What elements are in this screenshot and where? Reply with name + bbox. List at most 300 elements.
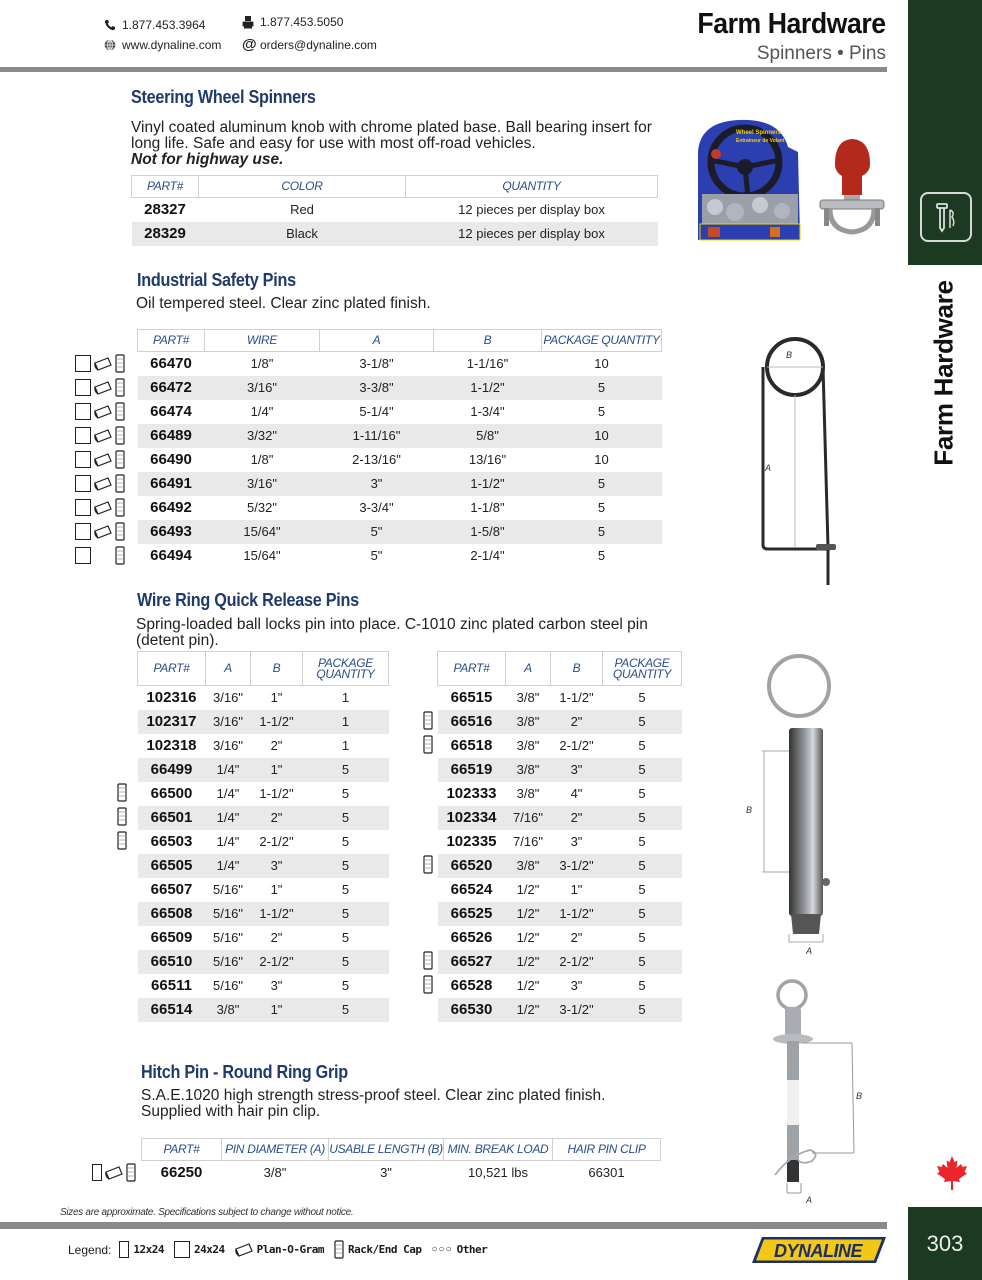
qty-value: 5 xyxy=(603,902,682,926)
b-value: 3" xyxy=(551,758,603,782)
a-value: 3/8" xyxy=(506,758,551,782)
quick-release-table-left xyxy=(137,651,389,1022)
b-value: 1" xyxy=(251,998,303,1022)
b-value: 1-1/2" xyxy=(251,710,303,734)
color-value: Black xyxy=(199,222,406,246)
table-row xyxy=(438,854,682,878)
qty-value: 5 xyxy=(303,806,389,830)
box-text-fr: Entraineur de Volant xyxy=(736,138,785,144)
plan-o-gram-icon xyxy=(94,453,112,467)
wire-value: 1/8" xyxy=(250,356,274,372)
a-value: 3/16" xyxy=(213,690,243,706)
qty-value: 5 xyxy=(603,854,682,878)
website-contact[interactable] xyxy=(104,38,221,52)
wire-value: 3/16" xyxy=(205,376,320,400)
plan-o-gram-icon xyxy=(94,525,112,539)
a-value: 5-1/4" xyxy=(359,404,394,419)
b-value: 3" xyxy=(570,834,583,849)
a-value: 1/2" xyxy=(516,882,540,897)
merch-icon-group xyxy=(423,711,433,730)
merch-icon-group xyxy=(75,522,125,541)
b-value: 1" xyxy=(270,690,283,706)
col-part: PART# xyxy=(132,176,199,198)
plan-o-gram-icon xyxy=(94,501,112,515)
phone-number: 1.877.453.3964 xyxy=(122,18,206,32)
quantity-value: 12 pieces per display box xyxy=(406,222,658,246)
page-number: 303 xyxy=(908,1207,982,1280)
24x24-icon xyxy=(75,451,91,468)
qty-value: 5 xyxy=(603,758,682,782)
table-row xyxy=(438,734,682,758)
clip-value: 66301 xyxy=(588,1165,625,1181)
a-value: 3-3/8" xyxy=(320,376,434,400)
table-row xyxy=(132,198,658,222)
b-value: 3" xyxy=(570,978,583,993)
col-pin-diameter: PIN DIAMETER (A) xyxy=(222,1139,329,1161)
qty-value: 5 xyxy=(341,834,350,849)
qty-value: 5 xyxy=(341,882,350,897)
website-link[interactable]: www.dynaline.com xyxy=(122,38,222,52)
legend-plan-o-gram: Plan-O-Gram xyxy=(256,1243,324,1256)
table-row xyxy=(138,806,389,830)
b-value: 13/16" xyxy=(468,452,507,467)
rack-end-cap-icon xyxy=(115,378,125,397)
a-value: 5" xyxy=(320,520,434,544)
qty-value: 5 xyxy=(638,882,646,897)
table-row xyxy=(438,686,682,710)
diagram-label-a: A xyxy=(806,946,813,956)
a-value: 1/2" xyxy=(506,902,551,926)
a-value: 1/4" xyxy=(216,834,240,849)
table-row xyxy=(138,854,389,878)
b-value: 1-1/16" xyxy=(466,356,509,372)
b-value: 2" xyxy=(270,738,283,753)
qty-value: 5 xyxy=(341,786,350,801)
table-row xyxy=(138,998,389,1022)
break-load-value: 10,521 lbs xyxy=(468,1165,528,1181)
col-part: PART# xyxy=(138,330,205,352)
qty-value: 5 xyxy=(303,758,389,782)
24x24-icon xyxy=(75,499,91,516)
a-value: 3/8" xyxy=(206,998,251,1022)
qty-value: 5 xyxy=(542,520,662,544)
other-icon: ○○○ xyxy=(431,1244,453,1255)
color-value: Red xyxy=(290,202,314,218)
qty-value: 1 xyxy=(303,710,389,734)
legend-24x24: 24x24 xyxy=(194,1243,225,1256)
qty-value: 5 xyxy=(603,806,682,830)
qty-value: 5 xyxy=(303,998,389,1022)
table-row xyxy=(132,222,658,246)
rack-end-cap-icon xyxy=(115,498,125,517)
col-b: B xyxy=(551,652,603,686)
qty-value: 5 xyxy=(638,786,646,801)
merch-icon-group xyxy=(117,783,127,802)
part-number: 66472 xyxy=(138,376,205,400)
qty-value: 5 xyxy=(638,834,646,849)
table-row xyxy=(138,926,389,950)
part-number: 66526 xyxy=(450,929,493,946)
a-value: 5/16" xyxy=(213,978,243,993)
a-value: 3/8" xyxy=(506,854,551,878)
header-divider xyxy=(0,67,887,72)
part-number: 66493 xyxy=(138,520,205,544)
qty-value: 5 xyxy=(597,548,606,563)
table-row xyxy=(438,710,682,734)
rack-end-cap-icon xyxy=(423,855,433,874)
email-link[interactable]: orders@dynaline.com xyxy=(260,38,377,52)
rack-end-cap-icon xyxy=(117,831,127,850)
col-package-qty: PACKAGE QUANTITY xyxy=(303,652,389,686)
col-wire: WIRE xyxy=(205,330,320,352)
part-number: 66503 xyxy=(150,833,193,850)
24x24-icon xyxy=(75,403,91,420)
email-contact[interactable] xyxy=(242,38,377,52)
wire-value: 3/32" xyxy=(205,424,320,448)
wire-value: 5/32" xyxy=(247,500,277,515)
qty-value: 5 xyxy=(341,978,350,993)
qty-value: 5 xyxy=(638,978,646,993)
spinners-warning: Not for highway use. xyxy=(131,151,284,168)
part-number: 66489 xyxy=(138,424,205,448)
rack-end-cap-icon xyxy=(115,354,125,373)
part-number: 66520 xyxy=(438,854,506,878)
a-value: 5" xyxy=(370,548,383,563)
table-row xyxy=(138,830,389,854)
col-color: COLOR xyxy=(199,176,406,198)
legend-label: Legend: xyxy=(68,1242,112,1257)
table-row xyxy=(138,424,662,448)
part-number: 66527 xyxy=(438,950,506,974)
fax-contact xyxy=(242,15,343,29)
qty-value: 5 xyxy=(638,690,646,706)
quantity-value: 12 pieces per display box xyxy=(458,202,605,218)
page-subtitle: Spinners • Pins xyxy=(756,43,886,64)
qty-value: 5 xyxy=(597,500,606,515)
legend-12x24: 12x24 xyxy=(133,1243,165,1256)
qty-value: 5 xyxy=(638,738,646,753)
merch-icon-group xyxy=(423,951,433,970)
globe-icon xyxy=(104,39,116,51)
quick-release-title: Wire Ring Quick Release Pins xyxy=(137,590,359,610)
legend xyxy=(68,1240,487,1259)
part-number: 66516 xyxy=(438,710,506,734)
a-value: 1-11/16" xyxy=(320,424,434,448)
a-value: 3/8" xyxy=(506,710,551,734)
safety-pins-title: Industrial Safety Pins xyxy=(137,270,296,290)
part-number: 66490 xyxy=(150,451,192,468)
part-number: 66510 xyxy=(138,950,206,974)
footer-divider xyxy=(0,1222,887,1229)
qty-value: 5 xyxy=(542,472,662,496)
pin-category-icon xyxy=(920,192,972,242)
b-value: 2" xyxy=(551,806,603,830)
table-row xyxy=(138,496,662,520)
fax-icon xyxy=(242,16,254,28)
qty-value: 10 xyxy=(594,452,609,467)
a-value: 3-3/4" xyxy=(359,500,394,515)
rack-end-cap-icon xyxy=(117,783,127,802)
part-number: 66470 xyxy=(150,355,192,373)
a-value: 5/16" xyxy=(206,950,251,974)
plan-o-gram-icon xyxy=(94,357,112,371)
a-value: 3/8" xyxy=(516,786,540,801)
merch-icon-group xyxy=(75,474,125,493)
qty-value: 5 xyxy=(603,998,682,1022)
b-value: 1" xyxy=(251,758,303,782)
col-part: PART# xyxy=(438,652,506,686)
part-number: 66501 xyxy=(138,806,206,830)
b-value: 2" xyxy=(570,930,583,945)
part-number: 66507 xyxy=(150,881,193,898)
diagram-label-b: B xyxy=(856,1091,863,1101)
qty-value: 10 xyxy=(594,356,609,372)
table-row xyxy=(438,782,682,806)
table-row xyxy=(138,758,389,782)
b-value: 3" xyxy=(270,978,283,993)
a-value: 5/16" xyxy=(213,930,243,945)
part-number: 66518 xyxy=(450,737,493,754)
part-number: 66250 xyxy=(160,1164,203,1182)
spinners-title: Steering Wheel Spinners xyxy=(131,87,316,107)
table-row xyxy=(138,686,389,710)
part-number: 66500 xyxy=(150,785,193,802)
b-value: 1-1/2" xyxy=(434,376,542,400)
safety-pin-diagram xyxy=(750,325,850,590)
plan-o-gram-icon xyxy=(94,429,112,443)
rack-end-cap-icon xyxy=(423,975,433,994)
a-value: 1/2" xyxy=(506,950,551,974)
part-number: 66511 xyxy=(151,977,192,994)
at-icon: @ xyxy=(242,36,257,53)
b-value: 2" xyxy=(551,710,603,734)
table-row xyxy=(138,400,662,424)
part-number: 66525 xyxy=(438,902,506,926)
part-number: 66508 xyxy=(138,902,206,926)
quick-release-description: Spring-loaded ball locks pin into place. C-1010 zinc plated carbon steel pin (detent pin). xyxy=(136,616,648,649)
a-value: 1/4" xyxy=(206,806,251,830)
page-title: Farm Hardware xyxy=(697,8,886,40)
legend-rack-end-cap: Rack/End Cap xyxy=(348,1243,422,1256)
a-value: 7/16" xyxy=(506,806,551,830)
24x24-icon xyxy=(75,379,91,396)
b-value: 2-1/2" xyxy=(251,950,303,974)
spinner-display-box-image xyxy=(690,112,900,272)
part-number: 66505 xyxy=(138,854,206,878)
spinners-description xyxy=(131,120,661,168)
table-row xyxy=(438,998,682,1022)
b-value: 2-1/2" xyxy=(559,738,594,753)
qty-value: 1 xyxy=(341,738,350,753)
rack-end-cap-icon xyxy=(115,522,125,541)
hitch-pin-diagram xyxy=(760,975,870,1205)
qty-value: 10 xyxy=(542,424,662,448)
part-number: 66492 xyxy=(150,499,192,516)
rack-end-cap-icon xyxy=(115,450,125,469)
b-value: 4" xyxy=(570,786,583,801)
b-value: 1" xyxy=(270,882,283,897)
side-tab-label: Farm Hardware xyxy=(928,280,959,466)
quick-release-pin-diagram xyxy=(742,650,852,960)
hitch-pin-description: S.A.E.1020 high strength stress-proof steel. Clear zinc plated finish. Supplied with hair pin clip. xyxy=(141,1087,606,1120)
qty-value: 5 xyxy=(303,854,389,878)
canada-maple-leaf-icon xyxy=(935,1155,969,1191)
merch-icon-group xyxy=(75,354,125,373)
legend-other: Other xyxy=(456,1243,488,1256)
safety-pins-description: Oil tempered steel. Clear zinc plated finish. xyxy=(136,295,431,312)
part-number: 28327 xyxy=(144,201,186,219)
merch-icon-group xyxy=(423,855,433,874)
b-value: 1-1/2" xyxy=(251,902,303,926)
b-value: 1-1/2" xyxy=(259,786,294,801)
qty-value: 5 xyxy=(303,902,389,926)
table-row xyxy=(138,974,389,998)
rack-end-cap-icon xyxy=(115,426,125,445)
24x24-icon xyxy=(75,475,91,492)
part-number: 66528 xyxy=(450,977,493,994)
part-number: 102317 xyxy=(138,710,206,734)
a-value: 5/16" xyxy=(206,902,251,926)
table-row xyxy=(438,806,682,830)
b-value: 1" xyxy=(570,882,583,897)
plan-o-gram-icon xyxy=(94,381,112,395)
table-row xyxy=(138,950,389,974)
table-row xyxy=(438,974,682,998)
part-number: 66491 xyxy=(138,472,205,496)
col-min-break-load: MIN. BREAK LOAD xyxy=(444,1139,553,1161)
b-value: 2" xyxy=(270,930,283,945)
merch-icon-group xyxy=(75,426,125,445)
table-row xyxy=(438,902,682,926)
table-row xyxy=(138,472,662,496)
b-value: 1-1/2" xyxy=(559,690,594,706)
table-row xyxy=(438,926,682,950)
hitch-pin-merch-icons xyxy=(92,1163,136,1182)
24x24-icon xyxy=(75,547,91,564)
merch-icon-group xyxy=(117,831,127,850)
logo-text: DYNALINE xyxy=(773,1241,863,1261)
table-row xyxy=(138,734,389,758)
rack-end-cap-icon xyxy=(115,402,125,421)
a-value: 3-1/8" xyxy=(359,356,394,372)
merch-icon-group xyxy=(75,546,125,565)
wire-value: 1/8" xyxy=(250,452,274,467)
table-row xyxy=(138,448,662,472)
table-row xyxy=(138,782,389,806)
part-number: 28329 xyxy=(132,222,199,246)
part-number: 66519 xyxy=(438,758,506,782)
hitch-pin-title: Hitch Pin - Round Ring Grip xyxy=(141,1062,348,1082)
b-value: 5/8" xyxy=(434,424,542,448)
box-text: Wheel Spinners xyxy=(736,130,782,136)
rack-end-cap-icon xyxy=(115,474,125,493)
part-number: 102316 xyxy=(146,689,197,707)
quick-release-table-right xyxy=(437,651,682,1022)
b-value: 2" xyxy=(251,806,303,830)
wire-value: 1/4" xyxy=(250,404,274,419)
12x24-icon xyxy=(119,1241,129,1258)
rack-end-cap-icon xyxy=(423,711,433,730)
length-value: 3" xyxy=(380,1165,392,1181)
part-number: 102333 xyxy=(446,785,497,802)
b-value: 3-1/2" xyxy=(551,998,603,1022)
rack-end-cap-icon xyxy=(423,951,433,970)
part-number: 66474 xyxy=(150,403,192,420)
part-number: 66524 xyxy=(450,881,493,898)
table-row xyxy=(142,1161,661,1185)
phone-icon xyxy=(104,19,116,31)
disclaimer-note: Sizes are approximate. Specifications subject to change without notice. xyxy=(60,1207,354,1218)
plan-o-gram-icon xyxy=(94,477,112,491)
b-value: 1-1/2" xyxy=(551,902,603,926)
qty-value: 5 xyxy=(341,930,350,945)
part-number: 102318 xyxy=(146,737,197,754)
qty-value: 5 xyxy=(638,930,646,945)
part-number: 102335 xyxy=(446,833,497,850)
merch-icon-group xyxy=(75,378,125,397)
a-value: 7/16" xyxy=(513,834,543,849)
b-value: 3-1/2" xyxy=(551,854,603,878)
b-value: 2-1/2" xyxy=(551,950,603,974)
a-value: 1/4" xyxy=(216,786,240,801)
qty-value: 5 xyxy=(597,404,606,419)
wire-value: 3/16" xyxy=(205,472,320,496)
plan-o-gram-icon xyxy=(105,1166,123,1180)
table-row xyxy=(138,520,662,544)
24x24-icon xyxy=(75,355,91,372)
a-value: 1/2" xyxy=(516,930,540,945)
a-value: 5/16" xyxy=(213,882,243,897)
part-number: 66499 xyxy=(138,758,206,782)
rack-end-cap-icon xyxy=(126,1163,136,1182)
b-value: 1-1/8" xyxy=(470,500,505,515)
24x24-icon xyxy=(75,427,91,444)
fax-number: 1.877.453.5050 xyxy=(260,15,344,29)
col-usable-length: USABLE LENGTH (B) xyxy=(329,1139,444,1161)
part-number: 66509 xyxy=(150,929,193,946)
qty-value: 5 xyxy=(603,710,682,734)
plan-o-gram-icon xyxy=(235,1243,253,1257)
b-value: 3" xyxy=(251,854,303,878)
part-number: 102334 xyxy=(438,806,506,830)
col-a: A xyxy=(206,652,251,686)
a-value: 1/4" xyxy=(206,758,251,782)
col-package-qty: PACKAGE QUANTITY xyxy=(603,652,682,686)
table-row xyxy=(138,544,662,568)
table-row xyxy=(138,878,389,902)
a-value: 2-13/16" xyxy=(352,452,401,467)
a-value: 3/8" xyxy=(516,690,540,706)
col-b: B xyxy=(434,330,542,352)
qty-value: 5 xyxy=(603,950,682,974)
table-row xyxy=(138,902,389,926)
24x24-icon xyxy=(75,523,91,540)
diagram-label-a: A xyxy=(806,1195,813,1205)
rack-end-cap-icon xyxy=(115,546,125,565)
phone-contact xyxy=(104,18,205,32)
spinners-description-text: Vinyl coated aluminum knob with chrome plated base. Ball bearing insert for long life. Safe and easy for use with most off-road vehicles. xyxy=(131,119,652,152)
safety-pins-table xyxy=(137,329,662,568)
b-value: 2-1/2" xyxy=(259,834,294,849)
b-value: 2-1/4" xyxy=(470,548,505,563)
qty-value: 5 xyxy=(542,376,662,400)
col-quantity: QUANTITY xyxy=(406,176,658,198)
table-row xyxy=(138,352,662,376)
wire-value: 15/64" xyxy=(243,548,281,563)
diagram-label-b: B xyxy=(786,350,793,360)
hitch-pin-table xyxy=(141,1138,661,1185)
part-number: 66494 xyxy=(150,547,192,564)
